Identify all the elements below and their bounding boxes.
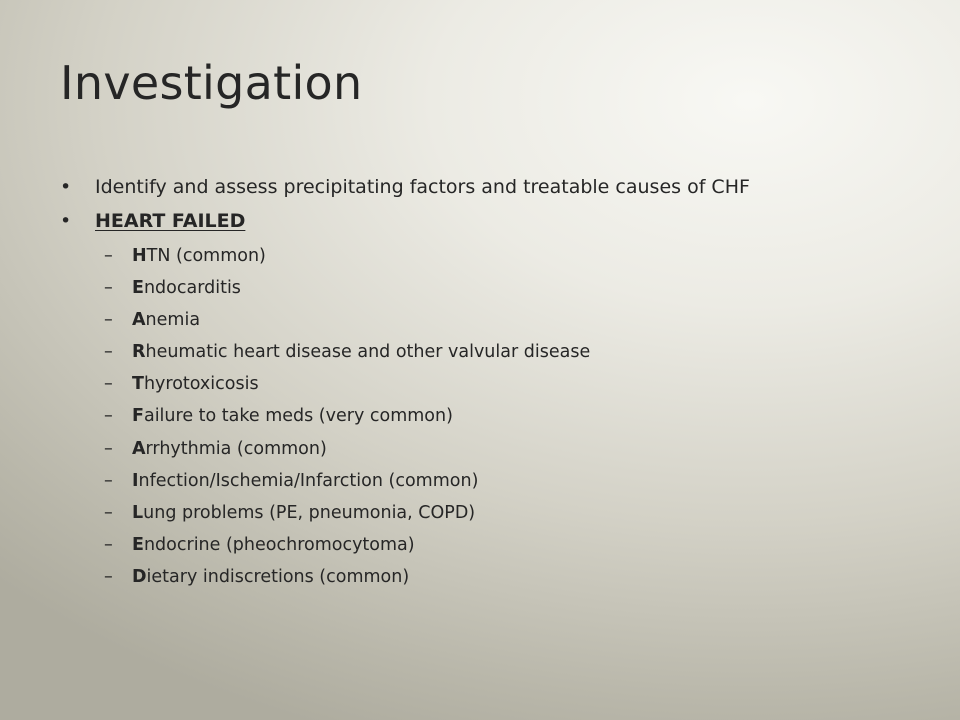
slide-title: Investigation <box>60 56 363 110</box>
subitem-text: ietary indiscretions (common) <box>146 566 410 587</box>
mnemonic-letter: L <box>132 502 144 523</box>
bullet-text: Identify and assess precipitating factors and treatable causes of CHF <box>95 176 750 198</box>
dash-marker: – <box>104 566 113 587</box>
dash-marker: – <box>104 470 113 491</box>
subitem-text: hyrotoxicosis <box>143 374 259 395</box>
mnemonic-letter: I <box>132 470 139 491</box>
subitem <box>60 433 940 465</box>
bullet-heading: HEART FAILED <box>95 210 246 232</box>
dash-marker: – <box>104 374 113 395</box>
mnemonic-letter: D <box>132 566 147 587</box>
subitem-text: ndocarditis <box>143 278 241 299</box>
mnemonic-letter: E <box>132 278 144 299</box>
subitem <box>60 368 940 400</box>
mnemonic-letter: H <box>132 246 147 266</box>
subitem <box>60 561 940 593</box>
subitem-text: rrhythmia (common) <box>145 438 327 459</box>
mnemonic-letter: A <box>132 310 146 331</box>
dash-marker: – <box>104 534 113 555</box>
dash-marker: – <box>104 246 113 266</box>
subitem <box>60 465 940 497</box>
dash-marker: – <box>104 310 113 331</box>
subitem-text: ung problems (PE, pneumonia, COPD) <box>143 502 476 523</box>
subitem-text: nemia <box>145 310 201 331</box>
subitem-text: ailure to take meds (very common) <box>143 406 453 427</box>
bullet-item <box>60 170 940 204</box>
mnemonic-letter: A <box>132 438 146 459</box>
dash-marker: – <box>104 278 113 299</box>
subitem <box>60 400 940 432</box>
subitem <box>60 529 940 561</box>
subitem <box>60 497 940 529</box>
dash-marker: – <box>104 342 113 363</box>
mnemonic-letter: E <box>132 534 144 555</box>
subitem-text: nfection/Ischemia/Infarction (common) <box>138 470 479 491</box>
subitem-text: TN (common) <box>146 246 266 266</box>
bullet-marker: • <box>60 210 72 232</box>
subitem <box>60 240 940 272</box>
subitem-text: heumatic heart disease and other valvular disease <box>145 342 591 363</box>
dash-marker: – <box>104 502 113 523</box>
bullet-list <box>60 170 940 593</box>
subitem <box>60 336 940 368</box>
bullet-marker: • <box>60 176 72 198</box>
subitem-text: ndocrine (pheochromocytoma) <box>143 534 415 555</box>
dash-marker: – <box>104 406 113 427</box>
mnemonic-sublist <box>60 240 940 593</box>
bullet-item <box>60 204 940 238</box>
subitem <box>60 304 940 336</box>
mnemonic-letter: F <box>132 406 144 427</box>
mnemonic-letter: T <box>132 374 144 395</box>
dash-marker: – <box>104 438 113 459</box>
subitem <box>60 272 940 304</box>
mnemonic-letter: R <box>132 342 146 363</box>
